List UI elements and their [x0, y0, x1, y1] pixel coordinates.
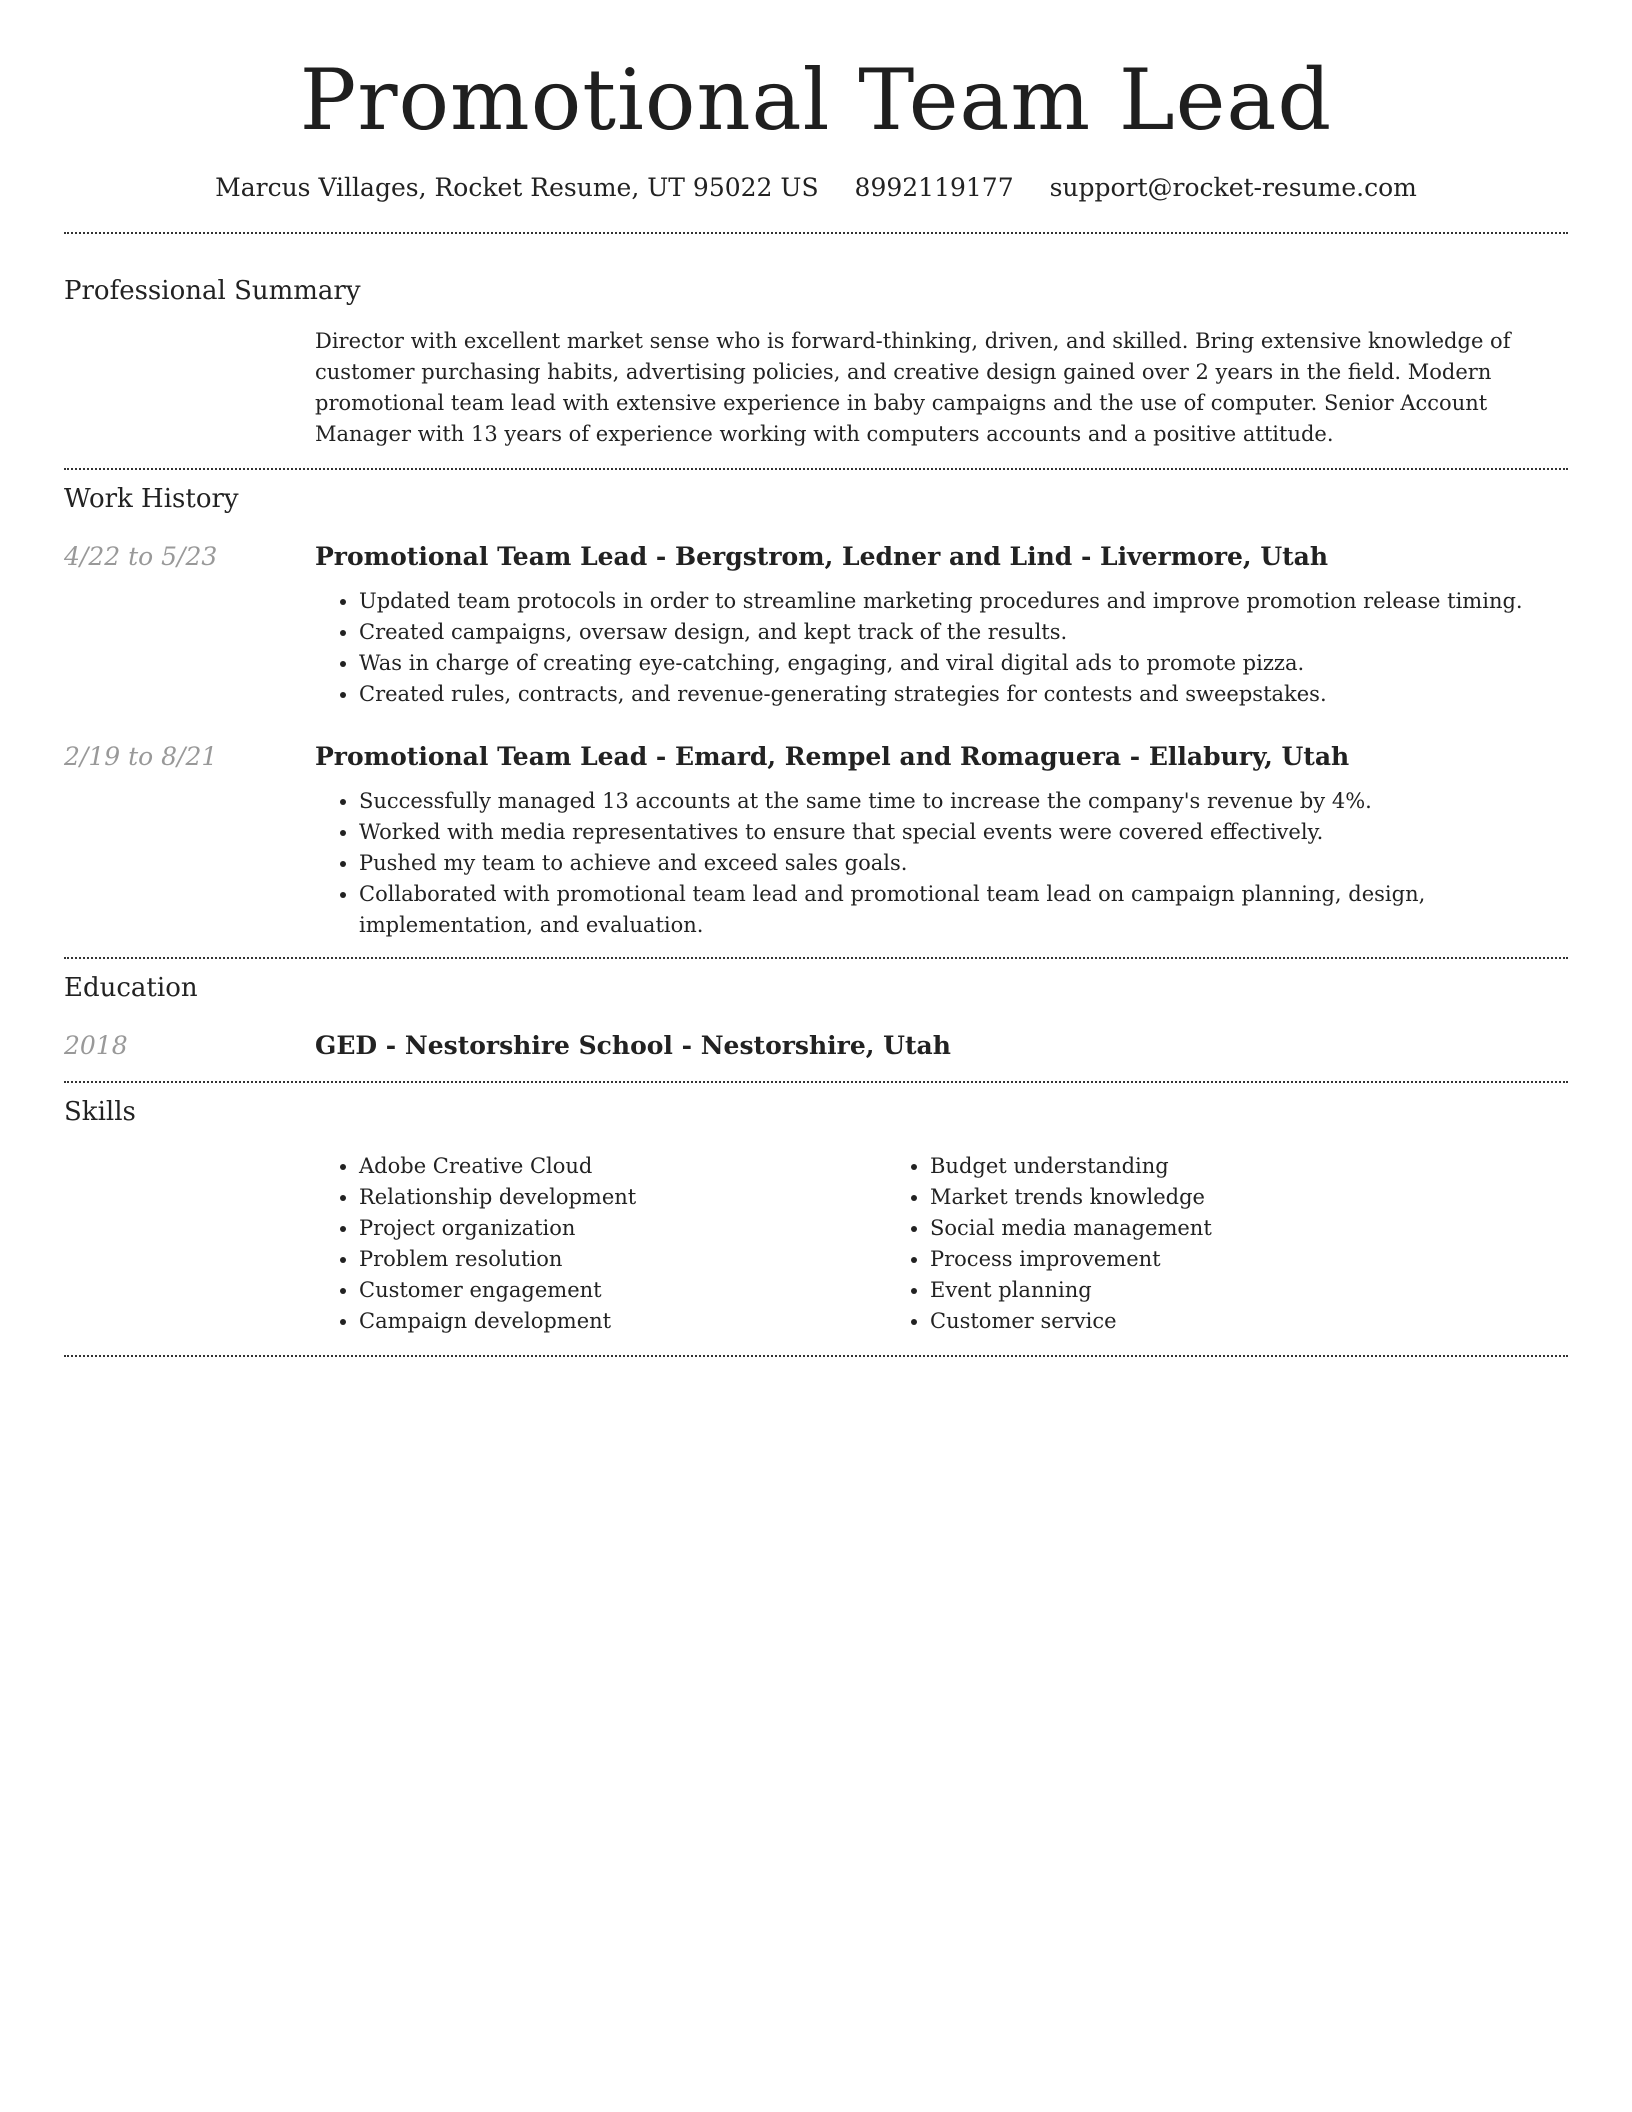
job-dates: 4/22 to 5/23 — [64, 542, 218, 571]
job-entry — [64, 540, 1568, 710]
skill-item: • Process improvement — [930, 1244, 1457, 1275]
resume-page — [64, 0, 1568, 1357]
skill-item: • Event planning — [930, 1275, 1457, 1306]
list-item: • Successfully managed 13 accounts at the same time to increase the company's revenue by 4%. — [359, 786, 1568, 817]
summary-text: Director with excellent market sense who is forward-thinking, driven, and skilled. Bring extensive knowledge of customer purchasing habits, advertising policies, and creative design gained over 2 years in the field. Modern promotional team lead with extensive experience in baby campaigns and the use of computer. Senior Account Manager with 13 years of experience working with computers accounts and a positive attitude. — [315, 329, 1511, 446]
divider — [64, 1355, 1568, 1357]
list-item: • Updated team protocols in order to streamline marketing procedures and improve promotion release timing. — [359, 586, 1568, 617]
skill-item: • Budget understanding — [930, 1151, 1457, 1182]
skill-item: • Customer service — [930, 1306, 1457, 1337]
job-bullets — [315, 786, 1568, 941]
list-item: • Created rules, contracts, and revenue-generating strategies for contests and sweepstakes. — [359, 679, 1568, 710]
skill-item: • Campaign development — [359, 1306, 886, 1337]
list-item: • Worked with media representatives to ensure that special events were covered effectively. — [359, 817, 1568, 848]
job-dates: 2/19 to 8/21 — [64, 742, 218, 771]
skills-section — [64, 1083, 1568, 1337]
list-item: • Was in charge of creating eye-catching, engaging, and viral digital ads to promote pizza. — [359, 648, 1568, 679]
contact-line — [64, 170, 1568, 206]
section-title-skills: Skills — [64, 1097, 136, 1127]
skill-item: • Adobe Creative Cloud — [359, 1151, 886, 1182]
list-item: • Collaborated with promotional team lead and promotional team lead on campaign planning, design, implementation, and evaluation. — [359, 879, 1568, 941]
contact-phone: 8992119177 — [854, 173, 1014, 202]
education-section — [64, 959, 1568, 1063]
summary-section — [64, 234, 1568, 450]
section-title-work: Work History — [64, 484, 239, 514]
list-item: • Pushed my team to achieve and exceed sales goals. — [359, 848, 1568, 879]
skill-item: • Problem resolution — [359, 1244, 886, 1275]
education-heading: GED - Nestorshire School - Nestorshire, Utah — [315, 1031, 951, 1060]
job-entry — [64, 740, 1568, 941]
skills-list-left — [315, 1151, 886, 1337]
skills-list-right — [886, 1151, 1457, 1337]
skill-item: • Customer engagement — [359, 1275, 886, 1306]
skill-item: • Project organization — [359, 1213, 886, 1244]
job-bullets — [315, 586, 1568, 710]
skill-item: • Market trends knowledge — [930, 1182, 1457, 1213]
work-history-section — [64, 470, 1568, 941]
section-title-education: Education — [64, 973, 198, 1003]
job-heading: Promotional Team Lead - Emard, Rempel and Romaguera - Ellabury, Utah — [315, 742, 1350, 771]
section-title-summary: Professional Summary — [64, 276, 361, 306]
list-item: • Created campaigns, oversaw design, and kept track of the results. — [359, 617, 1568, 648]
contact-email: support@rocket-resume.com — [1049, 173, 1417, 202]
job-heading: Promotional Team Lead - Bergstrom, Ledner and Lind - Livermore, Utah — [315, 542, 1329, 571]
skill-item: • Social media management — [930, 1213, 1457, 1244]
resume-name: Promotional Team Lead — [299, 51, 1333, 149]
contact-address: Marcus Villages, Rocket Resume, UT 95022 US — [215, 173, 819, 202]
education-year: 2018 — [64, 1031, 128, 1060]
skill-item: • Relationship development — [359, 1182, 886, 1213]
